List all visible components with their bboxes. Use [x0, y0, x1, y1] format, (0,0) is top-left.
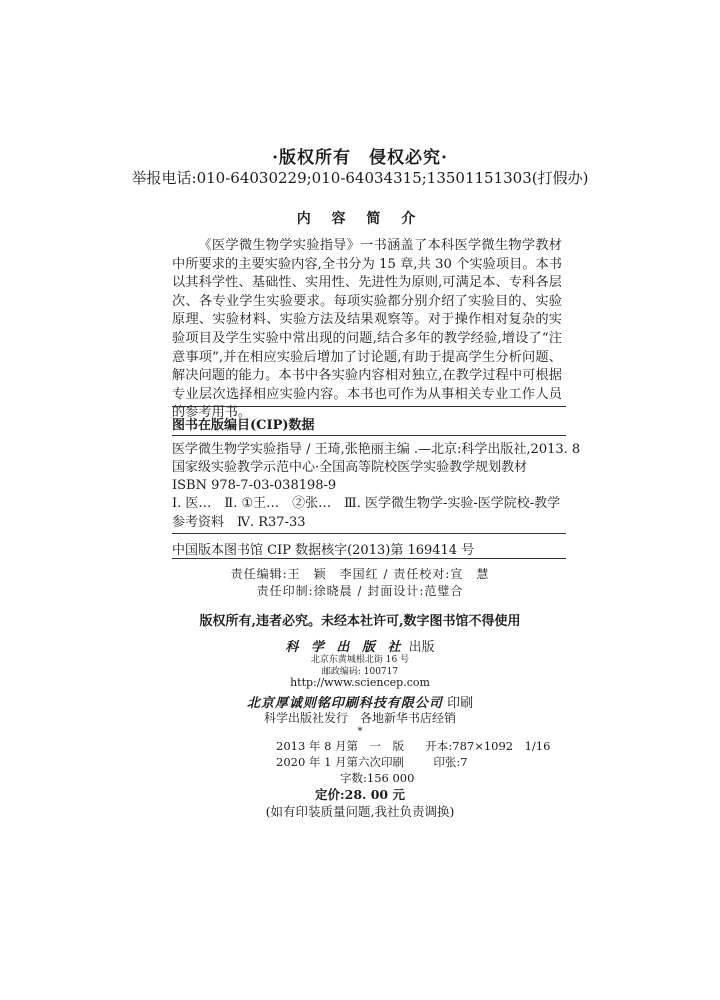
cip-series-line: 国家级实验教学示范中心·全国高等院校医学实验教学规划教材: [172, 460, 528, 475]
printer-name: 北京厚诚则铭印刷科技有限公司: [246, 696, 443, 711]
first-edition-date: 2013 年 8 月第 一 版: [276, 739, 405, 753]
distribution-line: 科学出版社发行 各地新华书店经销: [263, 711, 456, 725]
summary-heading: 内 容 简 介: [296, 211, 424, 227]
publisher-address: 北京东黄城根北街 16 号: [310, 655, 410, 665]
cip-record: [172, 441, 581, 495]
copyright-title: ·版权所有 侵权必究·: [272, 148, 448, 168]
report-hotline: 举报电话:010-64030229;010-64034315;13501151303(打假办): [131, 169, 589, 187]
printed-sheets: 印张:7: [433, 755, 468, 769]
cip-classification-line-2: 参考资料 Ⅳ. R37-33: [172, 515, 306, 530]
cip-heading: 图书在版编目(CIP)数据: [172, 418, 315, 433]
cip-classification: [172, 494, 564, 532]
publisher-suffix: 出版: [408, 640, 435, 655]
word-count: 字数:156 000: [340, 771, 415, 785]
publisher-postcode: 邮政编码: 100717: [321, 667, 399, 677]
edition-line-2: [276, 754, 468, 770]
separator-star: *: [357, 726, 363, 737]
book-format: 开本:787×1092 1/16: [425, 739, 551, 753]
cip-title-line: 医学微生物学实验指导 / 王琦,张艳丽主编 .—北京:科学出版社,2013. 8: [172, 442, 581, 457]
price: 定价:28. 00 元: [315, 787, 405, 802]
publisher-name: 科 学 出 版 社: [285, 640, 405, 655]
cip-bottom-divider: [172, 558, 566, 559]
cip-classification-line-1: Ⅰ. 医… Ⅱ. ①王… ②张… Ⅲ. 医学微生物学-实验-医学院校-教学: [172, 496, 561, 511]
summary-paragraph: 《医学微生物学实验指导》一书涵盖了本科医学微生物学教材中所要求的主要实验内容,全书分为 15 章,共 30 个实验项目。本书以其科学性、基础性、实用性、先进性为原则,可满足本、专科各层次、各专业学生实验要求。每项实验都分别介绍了实验目的、实验原理、实验材料、实验方法及结果观察等。对于操作相对复杂的实验项目及学生实验中常出现的问题,结合多年的教学经验,增设了“注意事项”,并在相应实验后增加了讨论题,有助于提高学生分析问题、解决问题的能力。本书中各实验内容相对独立,在教学过程中可根据专业层次选择相应实验内容。本书也可作为从事相关专业工作人员的参考用书。: [172, 238, 562, 421]
rights-notice: 版权所有,违者必究。未经本社许可,数字图书馆不得使用: [199, 614, 521, 629]
quality-note: (如有印装质量问题,我社负责调换): [265, 804, 455, 819]
cip-data-number: 中国版本图书馆 CIP 数据核字(2013)第 169414 号: [172, 543, 475, 558]
responsible-editors: 责任编辑:王 颖 李国红 / 责任校对:宣 慧: [230, 567, 490, 581]
cip-number-divider: [172, 533, 566, 534]
cip-heading-divider: [172, 435, 566, 436]
latest-printing-date: 2020 年 1 月第六次印刷: [276, 755, 405, 769]
printer-suffix: 印刷: [447, 696, 474, 711]
publisher-website: http://www.sciencep.com: [290, 676, 430, 689]
print-and-cover-credits: 责任印制:徐晓晨 / 封面设计:范璧合: [256, 584, 464, 598]
edition-line-1: [276, 738, 550, 754]
cip-isbn-line: ISBN 978-7-03-038198-9: [172, 478, 337, 493]
cip-top-divider: [172, 406, 566, 407]
summary-body: [172, 237, 562, 423]
